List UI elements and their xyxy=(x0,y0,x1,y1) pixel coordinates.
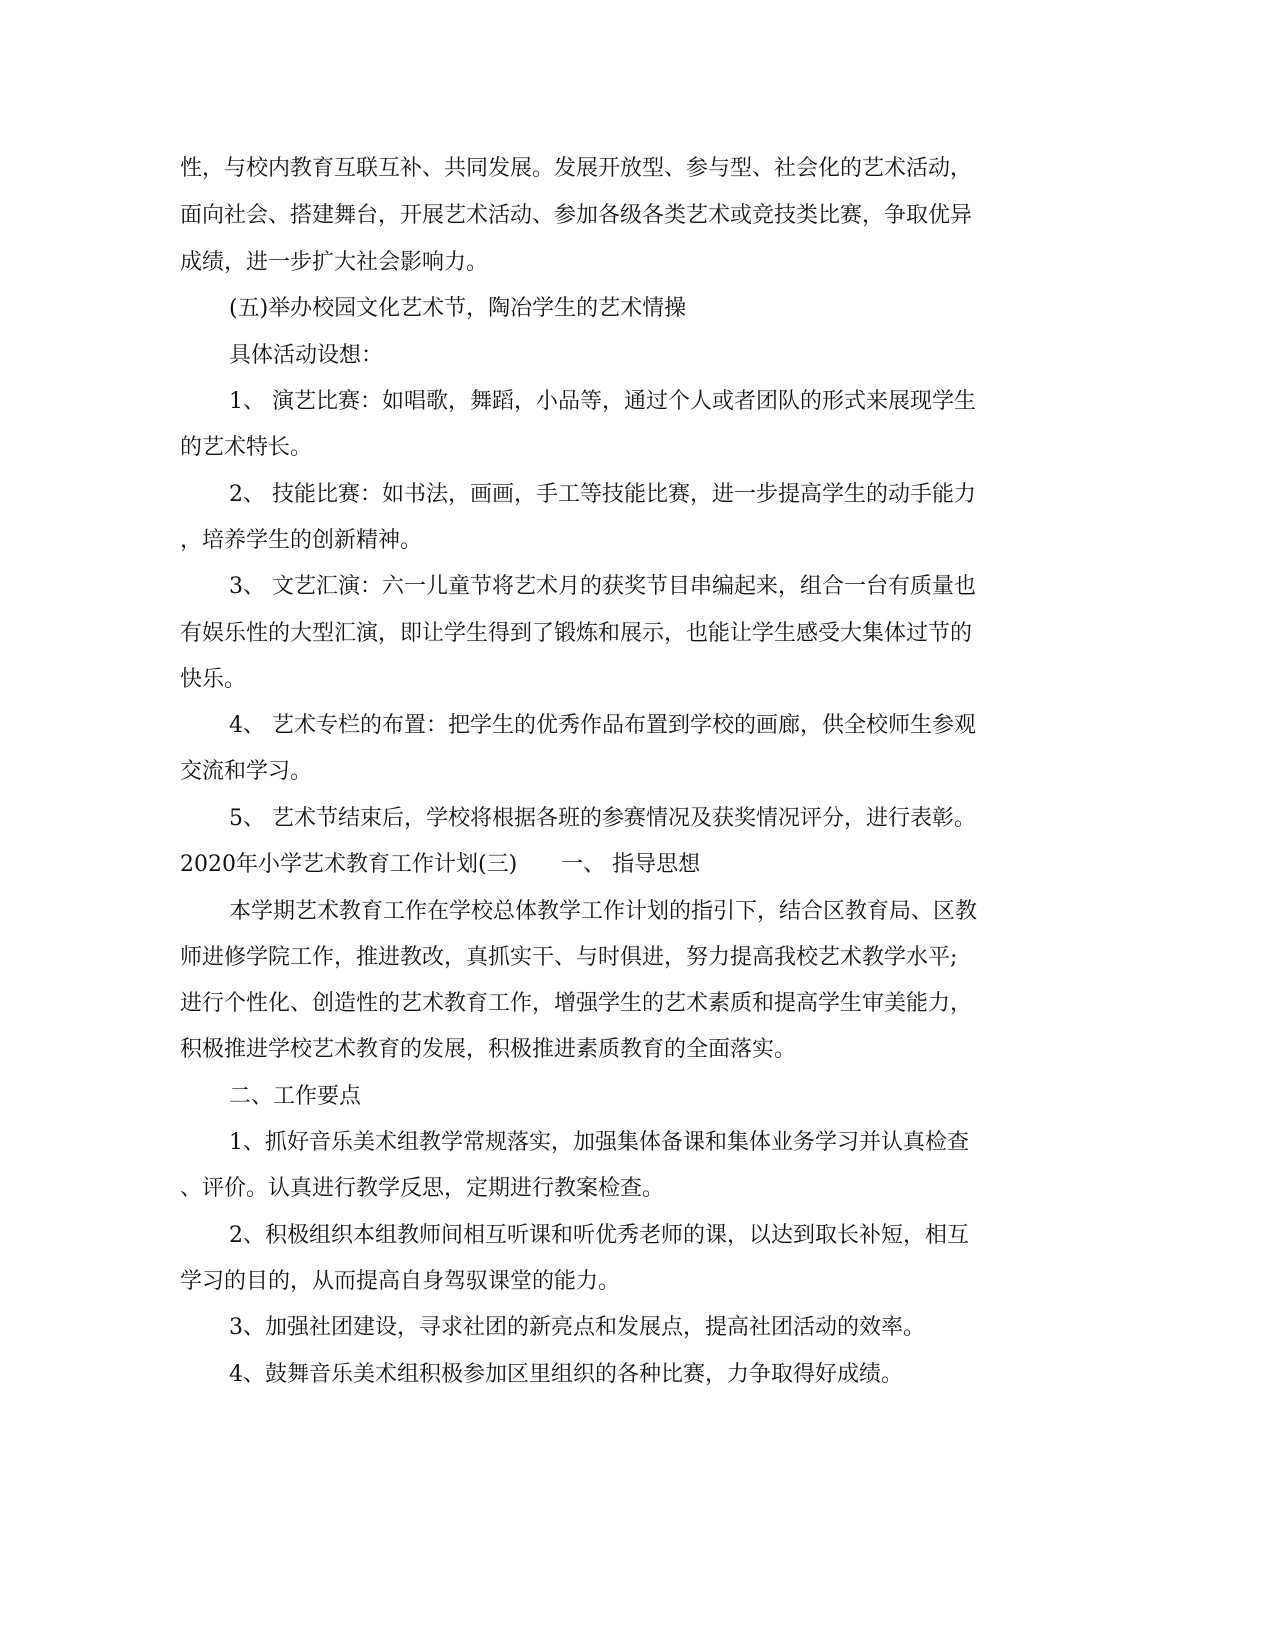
list-item-text: 4、鼓舞音乐美术组积极参加区里组织的各种比赛，力争取得好成绩。 xyxy=(229,1362,903,1387)
document-title: 2020年小学艺术教育工作计划(三) xyxy=(180,852,518,877)
body-text-line: 师进修学院工作，推进教改，真抓实干、与时俱进，努力提高我校艺术教学水平; xyxy=(180,945,958,970)
list-item-text: 4、 艺术专栏的布置：把学生的优秀作品布置到学校的画廊，供全校师生参观 xyxy=(229,713,976,738)
list-item-text: 1、 演艺比赛：如唱歌，舞蹈，小品等，通过个人或者团队的形式来展现学生 xyxy=(229,389,976,414)
list-item-text: 3、加强社团建设，寻求社团的新亮点和发展点，提高社团活动的效率。 xyxy=(229,1315,925,1340)
list-item-text: 有娱乐性的大型汇演，即让学生得到了锻炼和展示，也能让学生感受大集体过节的 xyxy=(180,621,973,646)
list-item-text: 2、积极组织本组教师间相互听课和听优秀老师的课，以达到取长补短，相互 xyxy=(229,1223,969,1248)
body-text-line: 面向社会、搭建舞台，开展艺术活动、参加各级各类艺术或竞技类比赛，争取优异 xyxy=(180,203,973,228)
list-item-text: 学习的目的，从而提高自身驾驭课堂的能力。 xyxy=(180,1269,621,1294)
body-text-line: 进行个性化、创造性的艺术教育工作，增强学生的艺术素质和提高学生审美能力， xyxy=(180,991,973,1016)
list-item-text: 3、 文艺汇演：六一儿童节将艺术月的获奖节目串编起来，组合一台有质量也 xyxy=(229,574,976,599)
section-heading: (五)举办校园文化艺术节，陶冶学生的艺术情操 xyxy=(229,296,687,321)
body-text-line: 本学期艺术教育工作在学校总体教学工作计划的指引下，结合区教育局、区教 xyxy=(229,899,978,924)
section-heading: 一、 指导思想 xyxy=(561,852,701,877)
body-text-line: 性，与校内教育互联互补、共同发展。发展开放型、参与型、社会化的艺术活动， xyxy=(180,156,973,181)
list-item-text: ，培养学生的创新精神。 xyxy=(180,528,423,553)
section-heading: 二、工作要点 xyxy=(229,1084,362,1109)
list-item-text: 5、 艺术节结束后，学校将根据各班的参赛情况及获奖情况评分，进行表彰。 xyxy=(229,806,976,831)
list-item-text: 快乐。 xyxy=(180,667,247,692)
document-title-line xyxy=(180,850,700,880)
body-text-line: 成绩，进一步扩大社会影响力。 xyxy=(180,250,489,275)
list-item-text: 1、抓好音乐美术组教学常规落实，加强集体备课和集体业务学习并认真检查 xyxy=(229,1130,969,1155)
subheading: 具体活动设想： xyxy=(229,343,384,368)
list-item-text: 、评价。认真进行教学反思，定期进行教案检查。 xyxy=(180,1176,665,1201)
list-item-text: 2、 技能比赛：如书法，画画，手工等技能比赛，进一步提高学生的动手能力 xyxy=(229,482,976,507)
list-item-text: 的艺术特长。 xyxy=(180,435,313,460)
list-item-text: 交流和学习。 xyxy=(180,759,313,784)
body-text-line: 积极推进学校艺术教育的发展，积极推进素质教育的全面落实。 xyxy=(180,1037,797,1062)
